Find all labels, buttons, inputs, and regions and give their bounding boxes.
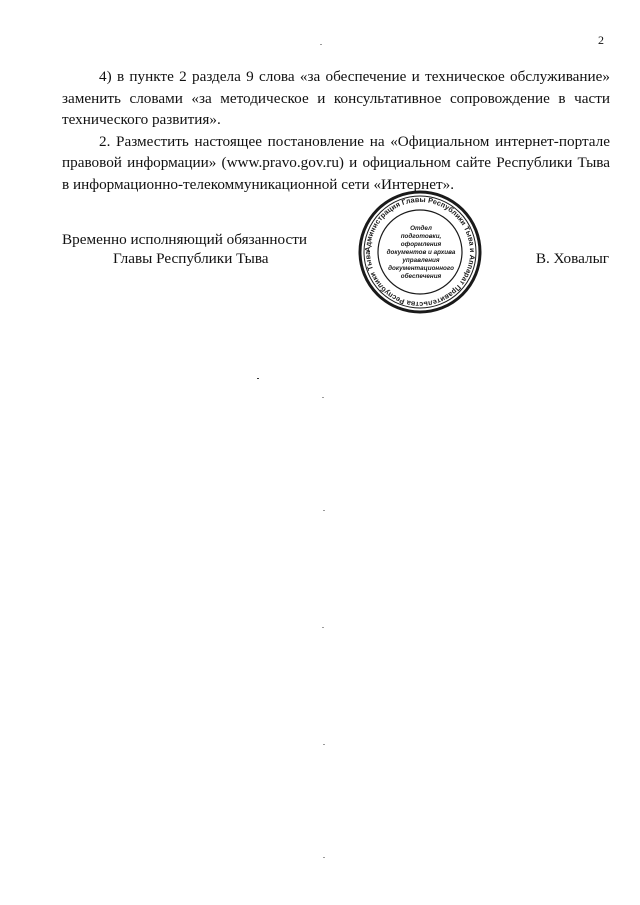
stamp-ring-text: Администрация Главы Республики Тыва и Аппарат Правительства Республики Тыва <box>362 194 478 310</box>
scan-speck <box>323 510 325 511</box>
paragraph-item-4: 4) в пункте 2 раздела 9 слова «за обеспечение и техническое обслуживание» заменить словами «за методическое и консультативное сопровождение в части технического развития». <box>62 68 610 128</box>
stamp-center-line: документационного <box>388 265 454 272</box>
scan-speck <box>322 397 324 398</box>
stamp-center-line: подготовки, <box>400 233 442 240</box>
stamp-center-line: документов и архива <box>386 249 456 256</box>
scan-speck <box>257 378 259 379</box>
signature-position-line2: Главы Республики Тыва <box>113 250 269 267</box>
scan-speck <box>323 857 325 858</box>
official-stamp <box>358 190 482 314</box>
signature-name: В. Ховалыг <box>535 250 609 267</box>
scan-speck <box>323 744 325 745</box>
stamp-center-line: управления <box>402 257 440 264</box>
scan-speck <box>320 44 322 45</box>
document-body <box>62 66 610 195</box>
scan-speck <box>322 627 324 628</box>
signature-position-line1: Временно исполняющий обязанности <box>62 231 308 248</box>
stamp-center-line: обеспечения <box>400 273 442 280</box>
signature-position <box>62 230 307 268</box>
paragraph-publication: 2. Разместить настоящее постановление на «Официальном интернет-портале правовой информации» (www.pravo.gov.ru) и официальном сайте Республики Тыва в информационно-телекоммуникационной сети «Интернет». <box>62 132 610 193</box>
stamp-center-line: оформления <box>400 241 442 248</box>
page-number: 2 <box>598 33 604 47</box>
stamp-center-line: Отдел <box>410 225 432 232</box>
